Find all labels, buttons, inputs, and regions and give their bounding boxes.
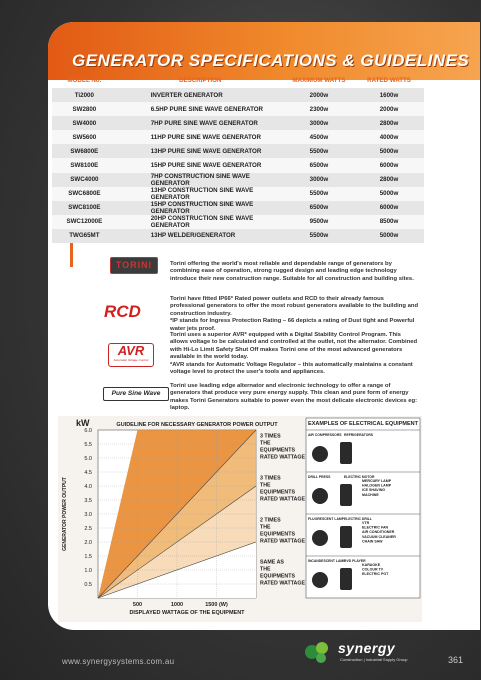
cell-rated-watts: 1600w	[354, 88, 424, 102]
cell-max-watts: 5500w	[284, 144, 354, 158]
cell-model: TWG65MT	[52, 229, 117, 243]
cell-model: SW6800E	[52, 144, 117, 158]
torini-logo	[110, 257, 158, 274]
cell-max-watts: 5500w	[284, 229, 354, 243]
cell-model: SWC6800E	[52, 187, 117, 201]
avr-logo-subtext: Automatic Voltage Control	[113, 358, 149, 362]
footer-url: www.synergysystems.com.au	[62, 657, 175, 666]
band-label-line: SAME AS	[260, 559, 284, 566]
table-row	[52, 158, 424, 172]
cell-model: SW4000	[52, 116, 117, 130]
equipment-icon-3b	[340, 526, 352, 548]
example-list-item: ELECTRIC FAN	[362, 525, 389, 530]
avr-paragraph	[170, 332, 420, 376]
cell-description: 11HP PURE SINE WAVE GENERATOR	[117, 130, 284, 144]
equipment-icon-2a	[312, 488, 328, 504]
pure-sine-wave-paragraph: Torini use leading edge alternator and electronic technology to offer a range of generators that produce very pure energy supply. This clean and pure form of energy makes Torini Generators suitable to power even the most delicate electronic devices eg: laptop.	[170, 383, 418, 412]
y-tick-label: 3.5	[84, 498, 92, 504]
cell-description: INVERTER GENERATOR	[117, 88, 284, 102]
cell-max-watts: 6500w	[284, 201, 354, 215]
band-label-line: THE	[260, 440, 271, 447]
cell-rated-watts: 2800w	[354, 116, 424, 130]
band-label-line: THE	[260, 566, 271, 573]
equipment-icon-1b	[340, 442, 352, 464]
y-axis-label: GENERATOR POWER OUTPUT	[62, 477, 68, 551]
cell-rated-watts: 6000w	[354, 201, 424, 215]
example-list-item: CHAIN SAW	[362, 539, 383, 544]
example-list-item: VTR	[362, 521, 370, 525]
y-tick-label: 4.5	[84, 470, 92, 476]
cell-max-watts: 5500w	[284, 187, 354, 201]
cell-model: SW5600	[52, 130, 117, 144]
col-header-description: DESCRIPTION	[179, 76, 222, 84]
example-list-item: ELECTRIC POT	[362, 572, 389, 577]
example-list-item: ICE SHAVING	[362, 488, 386, 493]
examples-title: EXAMPLES OF ELECTRICAL EQUIPMENT	[308, 421, 418, 427]
example-list-item: VACUUM CLEANER	[362, 534, 396, 539]
band-label-line: RATED WATTAGE	[260, 454, 306, 461]
example-list-item: KARAOKE	[362, 563, 381, 567]
page-title: GENERATOR SPECIFICATIONS & GUIDELINES	[72, 51, 470, 70]
cell-max-watts: 3000w	[284, 173, 354, 187]
example-label: DVD PLAYER	[344, 559, 366, 563]
avr-paragraph-note: *AVR stands for Automatic Voltage Regulator – this automatically maintains a constant voltage level to protect the user's tools and appliances.	[170, 361, 413, 376]
band-label-line: EQUIPMENTS	[260, 489, 296, 496]
pure-sine-wave-logo-text: Pure Sine Wave	[111, 390, 161, 397]
rcd-paragraph-main: Torini have fitted IP66* Rated power outlets and RCD to their already famous professional generators to offer the most robust generators available to the building and construction industry.	[170, 296, 419, 317]
example-label: FLUORESCENT LAMP	[308, 517, 344, 521]
table-row	[52, 88, 424, 102]
equipment-icon-3a	[312, 530, 328, 546]
cell-max-watts: 6500w	[284, 158, 354, 172]
cell-description: 20HP CONSTRUCTION SINE WAVE GENERATOR	[117, 215, 284, 229]
col-header-model: MODEL No.	[67, 76, 102, 84]
equipment-icon-2b	[340, 484, 352, 506]
y-tick-label: 4.0	[84, 484, 92, 490]
table-row	[52, 144, 424, 158]
example-label: REFRIGERATORS	[344, 433, 374, 437]
table-row	[52, 215, 424, 229]
avr-logo	[108, 343, 154, 367]
y-tick-label: 2.5	[84, 526, 92, 532]
cell-rated-watts: 5000w	[354, 187, 424, 201]
cell-description: 13HP WELDER/GENERATOR	[117, 229, 284, 243]
avr-paragraph-main: Torini uses a superior AVR* equipped with a Digital Stability Control Program. This allows voltage to be calculated and controlled at the outlet, not the alternator. Combined with Hi-Lo Limit Safety Shut Off makes Torini one of the most advanced generators available in the world today.	[170, 332, 418, 361]
spec-table	[52, 72, 424, 243]
cell-description: 7HP CONSTRUCTION SINE WAVE GENERATOR	[117, 173, 284, 187]
x-axis-label: DISPLAYED WATTAGE OF THE EQUIPMENT	[129, 610, 245, 616]
col-header-max-watts: MAXIMUM WATTS	[292, 76, 346, 84]
band-label-line: EQUIPMENTS	[260, 573, 296, 580]
cell-max-watts: 2000w	[284, 88, 354, 102]
pure-sine-wave-logo	[103, 387, 169, 401]
y-unit-label: kW	[76, 418, 90, 428]
cell-description: 13HP CONSTRUCTION SINE WAVE GENERATOR	[117, 187, 284, 201]
intro-paragraph: Torini offering the world's most reliable and dependable range of generators by combining ease of operation, strong rugged design and leading edge technology introduce their new construction range. Suitable for all construction and building sites.	[170, 261, 414, 282]
y-tick-label: 3.0	[84, 512, 92, 518]
chart-title: GUIDELINE FOR NECESSARY GENERATOR POWER OUTPUT	[116, 422, 278, 428]
x-tick-label: 1500 (W)	[205, 602, 228, 608]
cell-rated-watts: 2000w	[354, 102, 424, 116]
cell-description: 13HP PURE SINE WAVE GENERATOR	[117, 144, 284, 158]
equipment-icon-4b	[340, 568, 352, 590]
example-label: ELECTRIC MOTOR	[344, 475, 375, 479]
band-label-line: RATED WATTAGE	[260, 538, 306, 545]
band-label-line: 3 TIMES	[260, 433, 281, 440]
cell-model: SW8100E	[52, 158, 117, 172]
band-label-line: THE	[260, 524, 271, 531]
cell-model: SWC12000E	[52, 215, 117, 229]
y-tick-label: 5.0	[84, 456, 92, 462]
table-row	[52, 201, 424, 215]
cell-max-watts: 4500w	[284, 130, 354, 144]
cell-description: 7HP PURE SINE WAVE GENERATOR	[117, 116, 284, 130]
cell-description: 15HP CONSTRUCTION SINE WAVE GENERATOR	[117, 201, 284, 215]
band-label-line: 2 TIMES	[260, 517, 281, 524]
cell-rated-watts: 5000w	[354, 229, 424, 243]
table-row	[52, 130, 424, 144]
band-label-line: RATED WATTAGE	[260, 496, 306, 503]
example-label: ELECTRIC DRILL	[344, 517, 372, 521]
table-row	[52, 102, 424, 116]
example-list-item: HALOGEN LAMP	[362, 483, 392, 488]
cell-max-watts: 3000w	[284, 116, 354, 130]
example-label: AIR COMPRESSORS	[308, 433, 342, 437]
band-label-line: EQUIPMENTS	[260, 447, 296, 454]
cell-model: SWC8100E	[52, 201, 117, 215]
footer-brand: synergy	[338, 640, 396, 656]
cell-rated-watts: 6000w	[354, 158, 424, 172]
col-header-rated-watts: RATED WATTS	[367, 76, 411, 84]
cell-description: 6.5HP PURE SINE WAVE GENERATOR	[117, 102, 284, 116]
band-label-line: 3 TIMES	[260, 475, 281, 482]
example-label: DRILL PRESS	[308, 475, 331, 479]
table-header-row	[52, 72, 424, 88]
band-label-line: RATED WATTAGE	[260, 580, 306, 587]
rcd-paragraph	[170, 296, 420, 333]
band-label-line: EQUIPMENTS	[260, 531, 296, 538]
y-tick-label: 5.5	[84, 442, 92, 448]
avr-logo-text: AVR	[117, 343, 145, 358]
synergy-logo-icon	[303, 639, 331, 665]
cell-model: SWC4000	[52, 173, 117, 187]
y-tick-label: 0.5	[84, 582, 92, 588]
footer-brand-tagline: Construction | Industrial Supply Group	[340, 657, 408, 662]
example-label: INCANDESCENT LAMP	[308, 559, 346, 563]
x-tick-label: 1000	[170, 602, 184, 608]
y-tick-label: 2.0	[84, 540, 92, 546]
rcd-logo	[104, 302, 156, 322]
cell-description: 15HP PURE SINE WAVE GENERATOR	[117, 158, 284, 172]
equipment-icon-1a	[312, 446, 328, 462]
rcd-logo-text: RCD	[104, 302, 141, 321]
example-list-item: AIR CONDITIONER	[362, 530, 395, 535]
example-list-item: COLOUR TV	[362, 567, 384, 572]
rcd-paragraph-note: *IP stands for Ingress Protection Rating – 66 depicts a rating of Dust tight and Powerful water jets proof.	[170, 318, 415, 332]
table-row	[52, 229, 424, 243]
cell-rated-watts: 5000w	[354, 144, 424, 158]
cell-model: Ti2000	[52, 88, 117, 102]
example-list-item: MERCURY LAMP	[362, 479, 392, 483]
cell-max-watts: 2300w	[284, 102, 354, 116]
cell-rated-watts: 8500w	[354, 215, 424, 229]
band-label-line: THE	[260, 482, 271, 489]
cell-rated-watts: 2800w	[354, 173, 424, 187]
example-list-item: MACHINE	[362, 492, 379, 497]
y-tick-label: 1.5	[84, 554, 92, 560]
torini-logo-text: TORINI	[115, 260, 153, 270]
cell-max-watts: 9500w	[284, 215, 354, 229]
x-tick-label: 500	[132, 602, 143, 608]
table-row	[52, 187, 424, 201]
y-tick-label: 1.0	[84, 568, 92, 574]
power-guideline-chart	[58, 416, 422, 622]
page-number: 361	[448, 655, 464, 665]
table-row	[52, 116, 424, 130]
table-row	[52, 173, 424, 187]
cell-rated-watts: 4000w	[354, 130, 424, 144]
cell-model: SW2800	[52, 102, 117, 116]
equipment-icon-4a	[312, 572, 328, 588]
y-tick-label: 6.0	[84, 428, 92, 434]
